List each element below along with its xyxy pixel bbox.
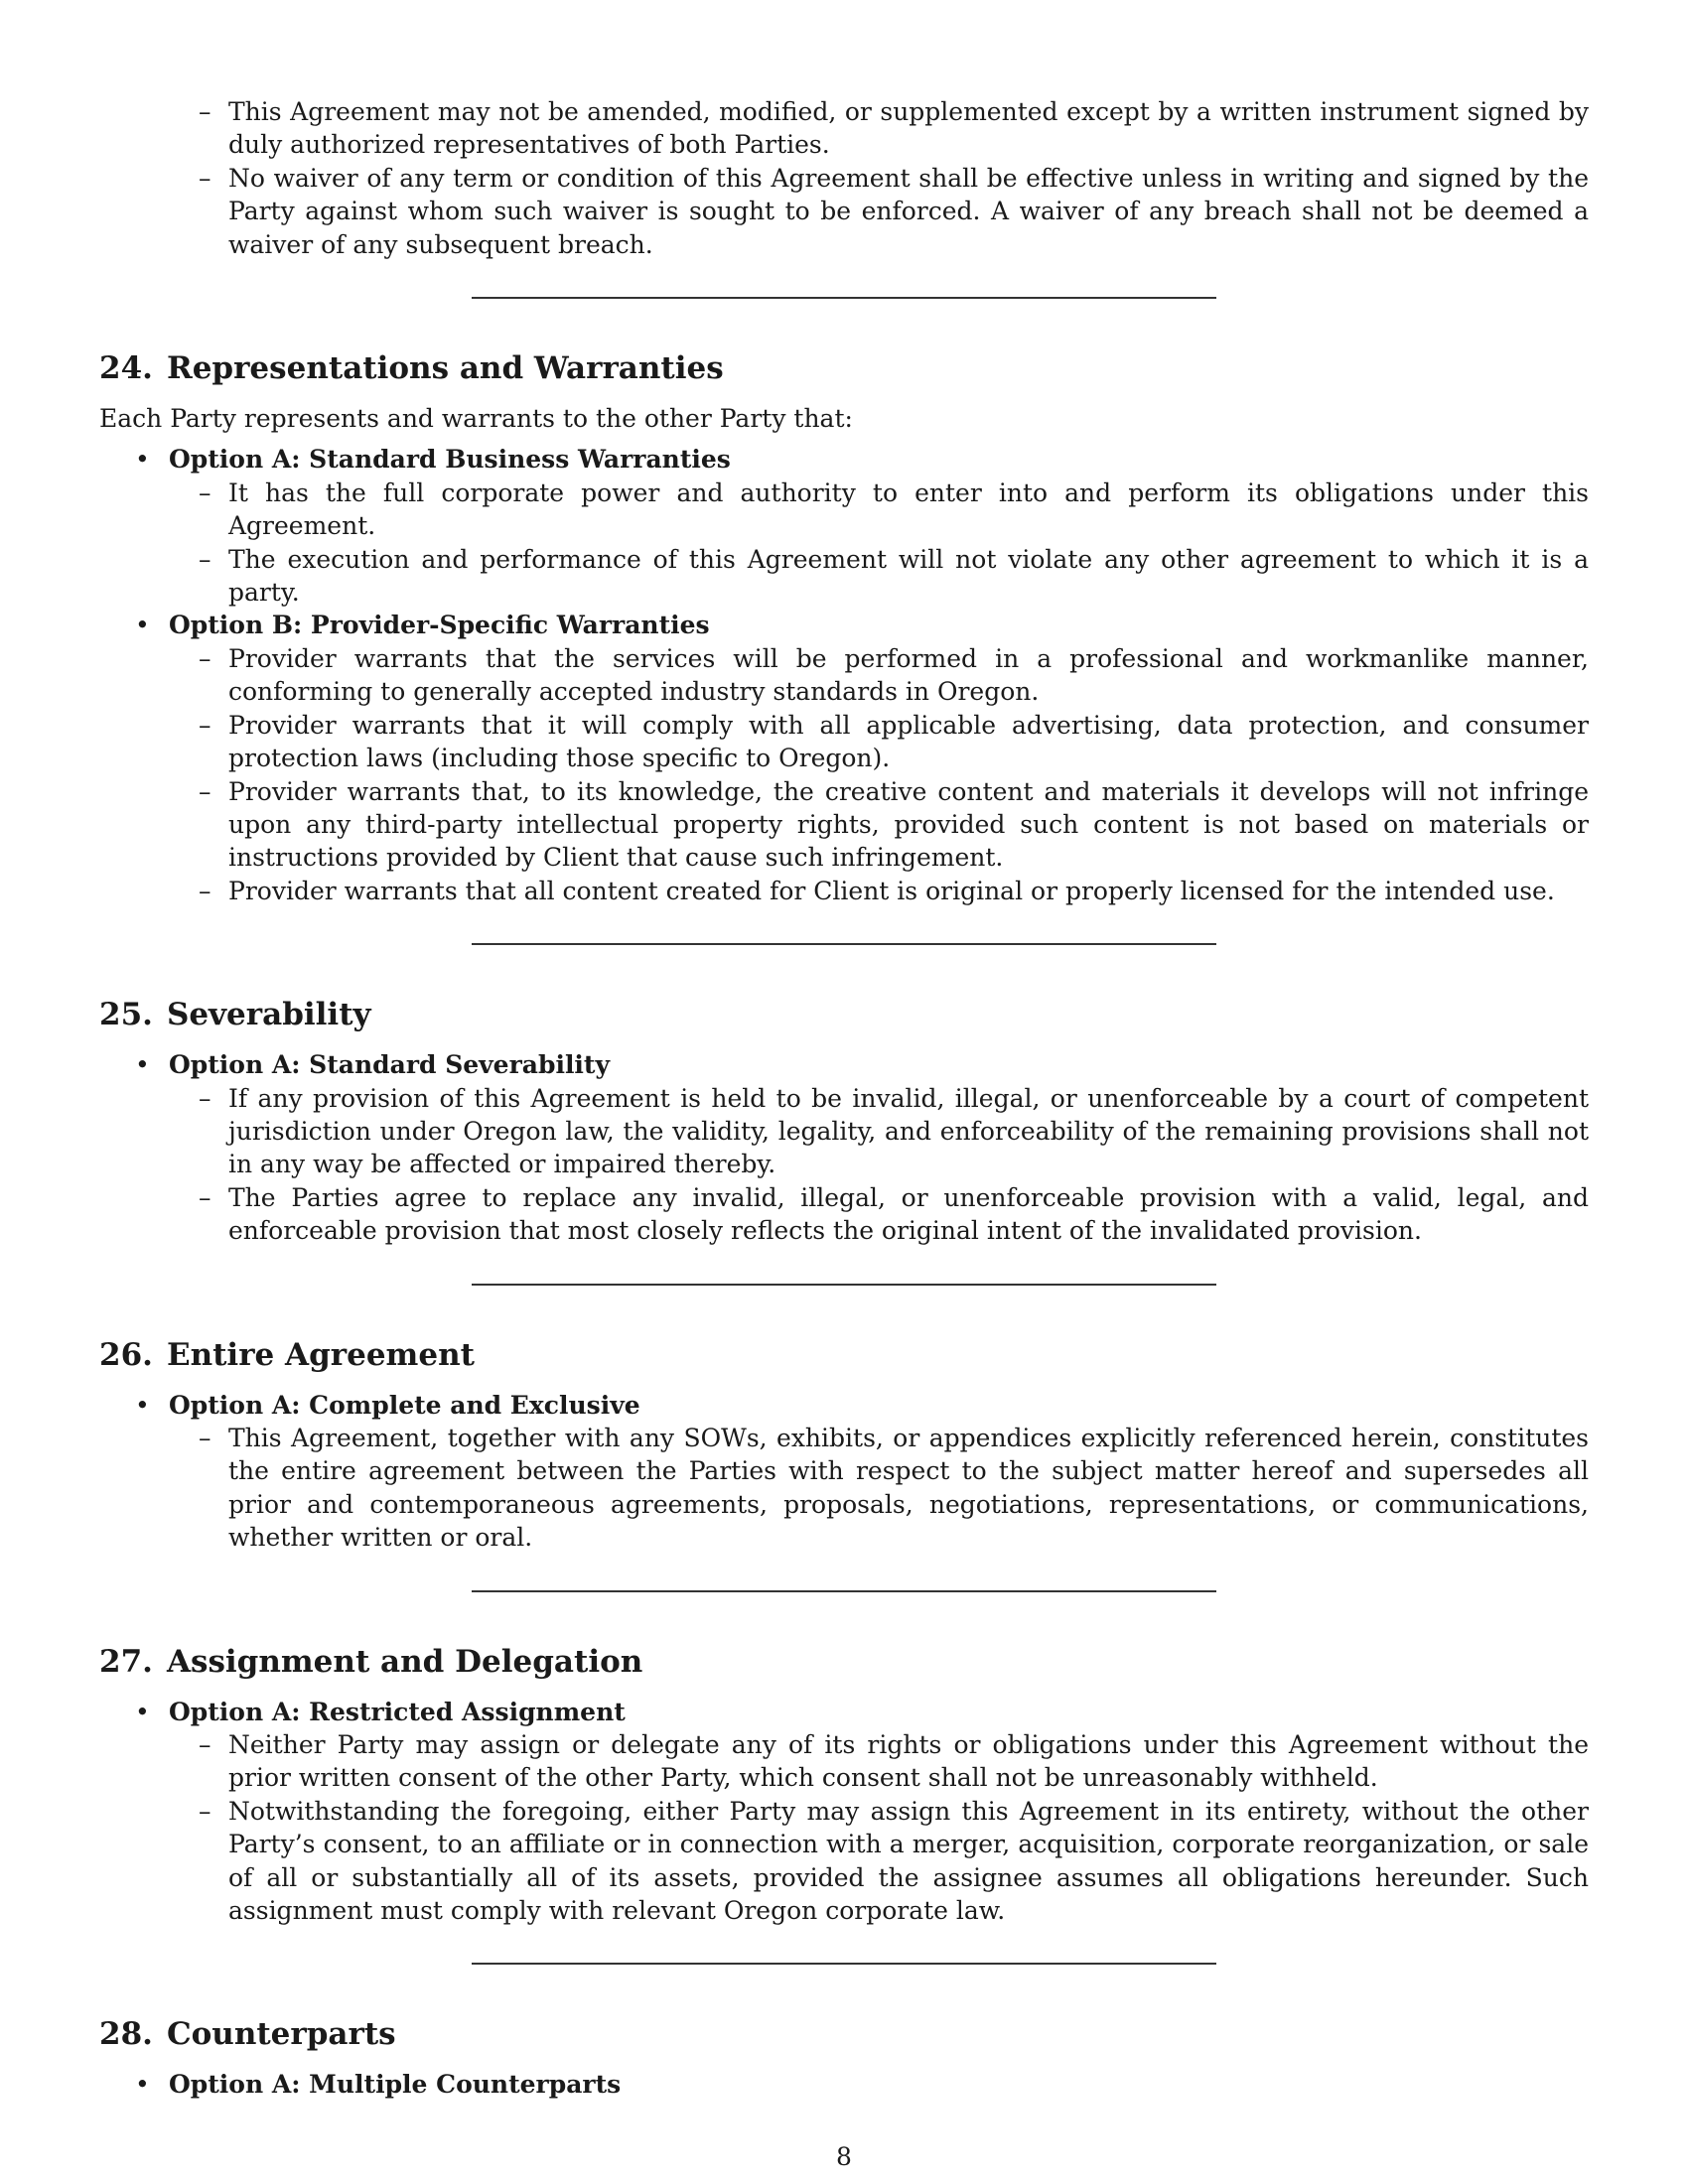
section-27: [99, 1642, 1589, 1966]
top-list: [99, 95, 1589, 261]
option-item: [99, 2068, 1589, 2101]
section-intro: Each Party represents and warrants to the other Party that:: [99, 404, 853, 434]
section-heading: [99, 2014, 1589, 2054]
section-number: 27.: [99, 1643, 153, 1680]
list-item: – This Agreement may not be amended, modified, or supplemented except by a written instrument signed by duly authorized representatives of both Parties.: [99, 95, 1589, 162]
options-list: [99, 2068, 1589, 2101]
option-items: [169, 1422, 1589, 1555]
section-title: Representations and Warranties: [166, 350, 724, 387]
section-divider: [472, 1284, 1216, 1286]
list-item: – Provider warrants that all content created for Client is original or properly licensed for the intended use.: [99, 875, 1589, 907]
section-title: Assignment and Delegation: [166, 1643, 643, 1680]
section-26: [99, 1335, 1589, 1592]
option-item: [99, 1048, 1589, 1247]
section-title: Severability: [166, 997, 371, 1033]
section-number: 25.: [99, 997, 153, 1033]
option-item: [99, 1696, 1589, 1928]
list-item: – The Parties agree to replace any invalid, illegal, or unenforceable provision with a valid, legal, and enforceable provision that most closely reflects the original intent of the invalidated provision.: [99, 1181, 1589, 1248]
section-number: 26.: [99, 1336, 153, 1373]
list-item: – Neither Party may assign or delegate any of its rights or obligations under this Agreement without the prior written consent of the other Party, which consent shall not be unreasonably withheld.: [99, 1728, 1589, 1795]
list-item: – Notwithstanding the foregoing, either Party may assign this Agreement in its entirety, without the other Party’s consent, to an affiliate or in connection with a merger, acquisition, corporate reorganization, or sale of all or substantially all of its assets, provided the assignee assumes all obligations hereunder. Such assignment must comply with relevant Oregon corporate law.: [99, 1795, 1589, 1928]
list-item: – This Agreement, together with any SOWs, exhibits, or appendices explicitly referenced herein, constitutes the entire agreement between the Parties with respect to the subject matter hereof and supersedes all prior and contemporaneous agreements, proposals, negotiations, representations, or communications, whether written or oral.: [99, 1422, 1589, 1555]
option-label: Option A: Multiple Counterparts: [169, 2070, 622, 2100]
section-divider: [472, 297, 1216, 299]
section-heading: [99, 1642, 1589, 1682]
page-number: 8: [836, 2142, 852, 2171]
list-item: – No waiver of any term or condition of this Agreement shall be effective unless in writing and signed by the Party against whom such waiver is sought to be enforced. A waiver of any breach shall not be deemed a waiver of any subsequent breach.: [99, 162, 1589, 261]
options-list: [99, 1048, 1589, 1247]
list-item: – It has the full corporate power and authority to enter into and perform its obligations under this Agreement.: [99, 477, 1589, 543]
list-item: – Provider warrants that it will comply with all applicable advertising, data protection, and consumer protection laws (including those specific to Oregon).: [99, 709, 1589, 775]
option-items: [169, 1082, 1589, 1248]
section-25: [99, 995, 1589, 1285]
section-title: Entire Agreement: [166, 1336, 475, 1373]
section-heading: [99, 1335, 1589, 1375]
section-24: [99, 348, 1589, 945]
document-page: [99, 95, 1589, 2102]
section-heading: [99, 995, 1589, 1034]
option-item: [99, 1389, 1589, 1555]
section-number: 28.: [99, 2016, 153, 2053]
option-label: Option A: Standard Business Warranties: [169, 445, 731, 475]
option-item: [99, 609, 1589, 907]
section-divider: [472, 943, 1216, 945]
section-title: Counterparts: [166, 2016, 396, 2053]
list-item: – Provider warrants that, to its knowledge, the creative content and materials it develops will not infringe upon any third-party intellectual property rights, provided such content is not based on materials or instructions provided by Client that cause such infringement.: [99, 775, 1589, 875]
list-item: – The execution and performance of this Agreement will not violate any other agreement to which it is a party.: [99, 543, 1589, 610]
option-label: Option A: Restricted Assignment: [169, 1697, 626, 1726]
option-label: Option B: Provider-Specific Warranties: [169, 611, 710, 640]
section-number: 24.: [99, 350, 153, 387]
section-divider: [472, 1590, 1216, 1592]
option-items: [169, 642, 1589, 907]
section-28: [99, 2014, 1589, 2101]
section-divider: [472, 1963, 1216, 1965]
options-list: [99, 1389, 1589, 1555]
option-items: [169, 1728, 1589, 1927]
option-label: Option A: Standard Severability: [169, 1050, 611, 1080]
list-item: – Provider warrants that the services will be performed in a professional and workmanlike manner, conforming to generally accepted industry standards in Oregon.: [99, 642, 1589, 709]
list-item: – If any provision of this Agreement is held to be invalid, illegal, or unenforceable by a court of competent jurisdiction under Oregon law, the validity, legality, and enforceability of the remaining provisions shall not in any way be affected or impaired thereby.: [99, 1082, 1589, 1181]
options-list: [99, 1696, 1589, 1928]
option-items: [169, 477, 1589, 610]
option-item: [99, 443, 1589, 609]
options-list: [99, 443, 1589, 907]
section-heading: [99, 348, 1589, 388]
option-label: Option A: Complete and Exclusive: [169, 1390, 640, 1420]
